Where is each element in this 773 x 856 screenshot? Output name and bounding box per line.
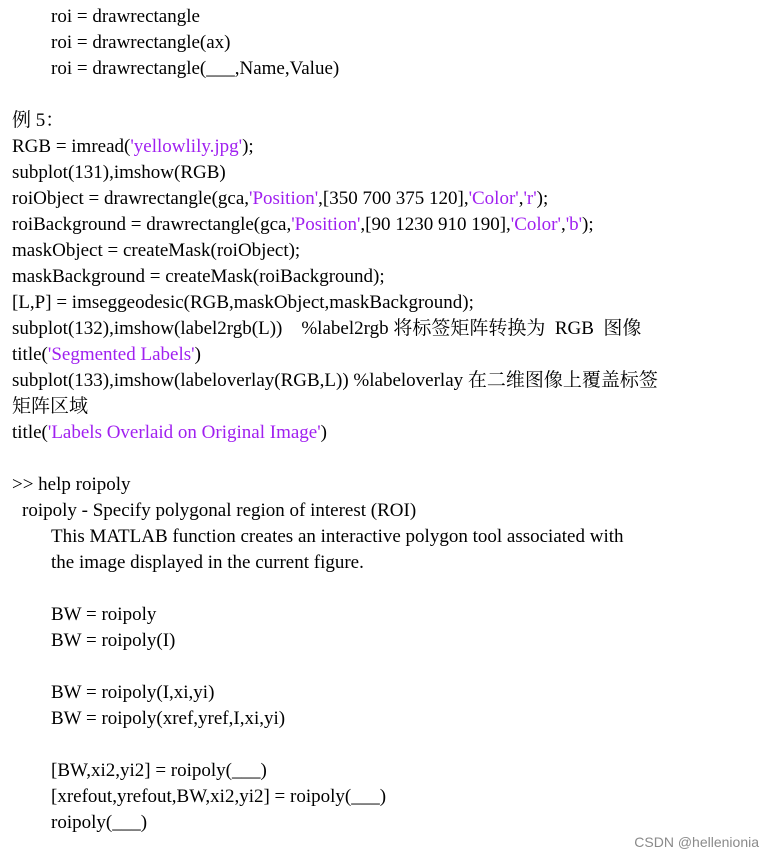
code-line	[12, 264, 385, 290]
code-text: RGB = imread(	[12, 136, 131, 157]
code-text: subplot(132),imshow(label2rgb(L)) %label2rgb 将标签矩阵转换为 RGB 图像	[12, 318, 642, 339]
code-text: maskBackground = createMask(roiBackground);	[12, 266, 385, 287]
string-literal: 'Position'	[249, 188, 319, 209]
code-text: roiBackground = drawrectangle(gca,	[12, 214, 292, 235]
help-summary: roipoly - Specify polygonal region of interest (ROI)	[22, 500, 417, 521]
code-text: 矩阵区域	[12, 396, 89, 417]
code-text: ,[350 700 375 120],	[318, 188, 469, 209]
code-text: title(	[12, 344, 48, 365]
syntax-line: BW = roipoly(I)	[51, 630, 176, 651]
code-text: ,	[518, 188, 524, 209]
code-line	[12, 394, 88, 420]
syntax-line: BW = roipoly	[51, 604, 157, 625]
string-literal: 'Position'	[291, 214, 361, 235]
code-line	[12, 290, 474, 316]
code-text: title(	[12, 422, 48, 443]
string-literal: 'Segmented Labels'	[47, 344, 195, 365]
example-title: 例 5：	[12, 110, 65, 131]
code-text: maskObject = createMask(roiObject);	[12, 240, 301, 261]
code-text: ,[90 1230 910 190],	[360, 214, 511, 235]
string-literal: 'Labels Overlaid on Original Image'	[47, 422, 321, 443]
syntax-line: [BW,xi2,yi2] = roipoly(___)	[51, 760, 267, 781]
string-literal: 'r'	[523, 188, 537, 209]
help-command: >> help roipoly	[12, 474, 131, 495]
syntax-line: [xrefout,yrefout,BW,xi2,yi2] = roipoly(___)	[51, 786, 387, 807]
code-text: )	[194, 344, 201, 365]
help-desc-2: the image displayed in the current figure.	[51, 552, 364, 573]
code-line	[12, 342, 201, 368]
code-text: roiObject = drawrectangle(gca,	[12, 188, 250, 209]
string-literal: 'Color'	[510, 214, 561, 235]
code-line	[12, 368, 658, 394]
code-line	[12, 134, 254, 160]
help-desc-1: This MATLAB function creates an interactive polygon tool associated with	[51, 526, 624, 547]
syntax-line: roipoly(___)	[51, 812, 148, 833]
code-line	[12, 238, 300, 264]
code-line	[12, 316, 641, 342]
code-text: ,	[560, 214, 566, 235]
code-text: )	[320, 422, 327, 443]
string-literal: 'b'	[565, 214, 583, 235]
syntax-line: BW = roipoly(I,xi,yi)	[51, 682, 215, 703]
code-text: );	[536, 188, 549, 209]
code-text: [L,P] = imseggeodesic(RGB,maskObject,maskBackground);	[12, 292, 474, 313]
code-line	[12, 420, 327, 446]
watermark: CSDN @hellenionia	[634, 834, 759, 850]
drawrect-syntax-2: roi = drawrectangle(ax)	[51, 32, 231, 53]
code-line	[12, 160, 226, 186]
string-literal: 'yellowlily.jpg'	[130, 136, 243, 157]
drawrect-syntax-1: roi = drawrectangle	[51, 6, 200, 27]
code-text: subplot(133),imshow(labeloverlay(RGB,L)) %labeloverlay 在二维图像上覆盖标签	[12, 370, 658, 391]
string-literal: 'Color'	[468, 188, 519, 209]
code-text: subplot(131),imshow(RGB)	[12, 162, 226, 183]
code-text: );	[242, 136, 254, 157]
code-text: );	[582, 214, 594, 235]
code-line	[12, 212, 594, 238]
syntax-line: BW = roipoly(xref,yref,I,xi,yi)	[51, 708, 286, 729]
code-line	[12, 186, 548, 212]
drawrect-syntax-3: roi = drawrectangle(___,Name,Value)	[51, 58, 340, 79]
